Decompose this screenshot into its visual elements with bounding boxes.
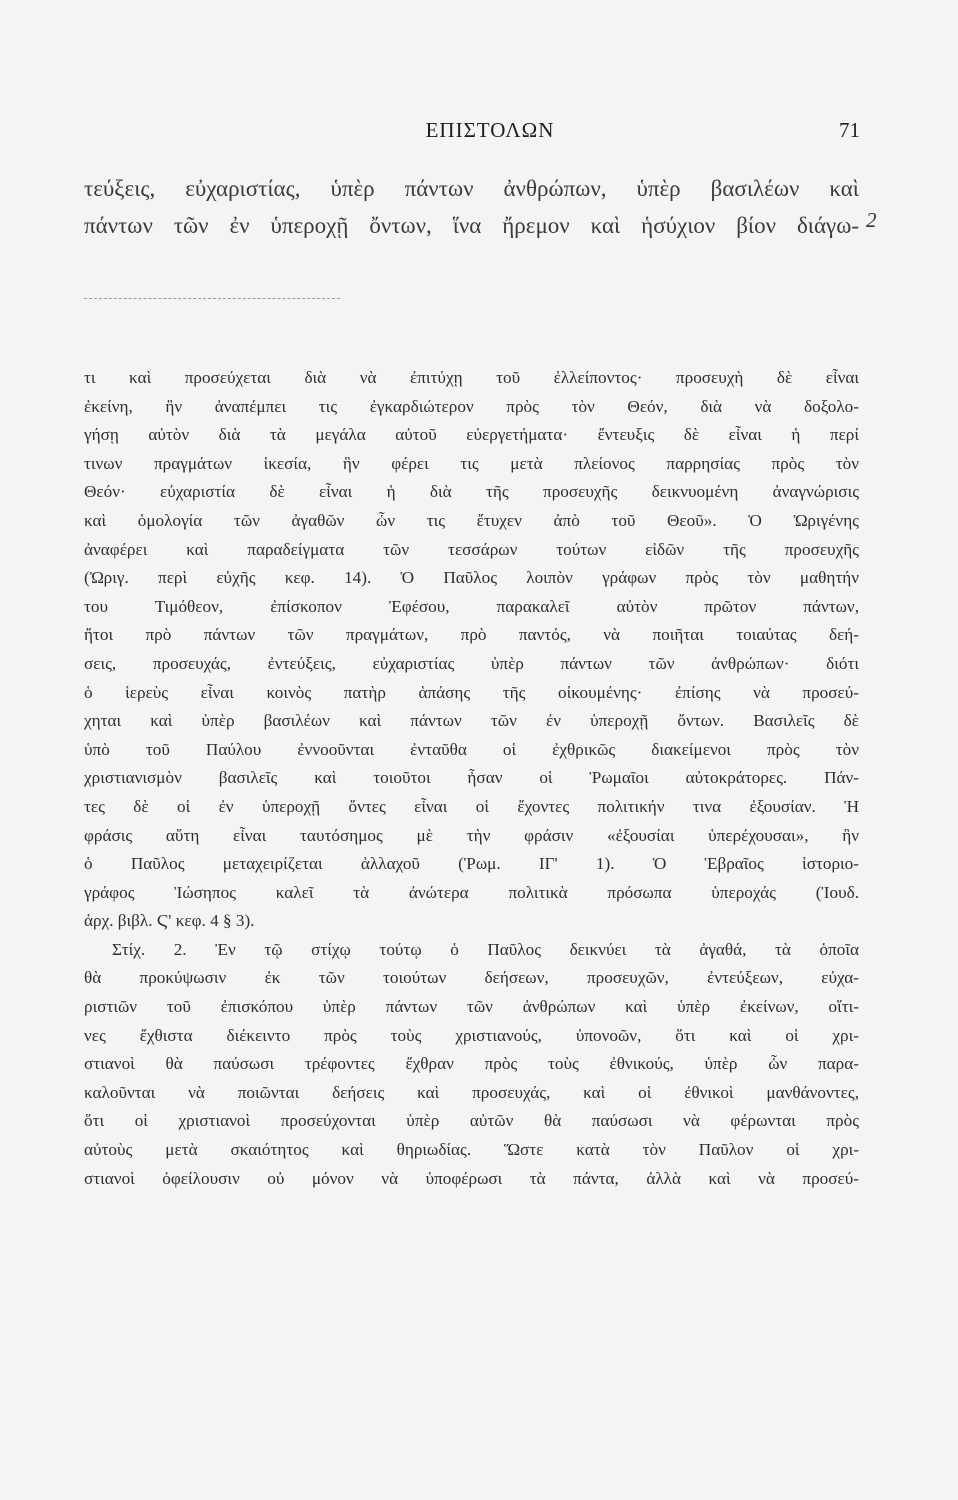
commentary-line: τινων πραγμάτων ἱκεσία, ἣν φέρει τις μετὰ πλείονος παρρησίας πρὸς τὸν <box>84 453 859 473</box>
commentary-line: νες ἔχθιστα διέκειντο πρὸς τοὺς χριστιανούς, ὑπονοῶν, ὅτι καὶ οἱ χρι- <box>84 1025 859 1045</box>
commentary-line: αὐτοὺς μετὰ σκαιότητος καὶ θηριωδίας. Ὥστε κατὰ τὸν Παῦλον οἱ χρι- <box>84 1140 859 1160</box>
scripture-text <box>84 170 859 244</box>
commentary-line: χριστιανισμὸν βασιλεῖς καὶ τοιοῦτοι ἦσαν οἱ Ῥωμαῖοι αὐτοκράτορες. Πάν- <box>84 768 859 788</box>
commentary-line: τες δὲ οἱ ἐν ὑπεροχῇ ὄντες εἶναι οἱ ἔχοντες πολιτικήν τινα ἐξουσίαν. Ἡ <box>84 796 859 816</box>
commentary-line: θὰ προκύψωσιν ἐκ τῶν τοιούτων δεήσεων, προσευχῶν, ἐντεύξεων, εὐχα- <box>84 968 859 988</box>
commentary-line: Θεόν· εὐχαριστία δὲ εἶναι ἡ διὰ τῆς προσευχῆς δεικνυομένη ἀναγνώρισις <box>84 482 859 502</box>
commentary-line: καλοῦνται νὰ ποιῶνται δεήσεις καὶ προσευχάς, καὶ οἱ ἐθνικοὶ μανθάνοντες, <box>84 1082 859 1102</box>
commentary-line: στιανοὶ ὀφείλουσιν οὐ μόνον νὰ ὑποφέρωσι τὰ πάντα, ἀλλὰ καὶ νὰ προσεύ- <box>84 1168 859 1188</box>
commentary-line: ἤτοι πρὸ πάντων τῶν πραγμάτων, πρὸ παντός, νὰ ποιῆται τοιαύτας δεή- <box>84 625 859 645</box>
scripture-line: πάντων τῶν ἐν ὑπεροχῇ ὄντων, ἵνα ἤρεμον καὶ ἡσύχιον βίον διάγω- <box>84 213 859 238</box>
commentary-line: ὅτι οἱ χριστιανοὶ προσεύχονται ὑπὲρ αὐτῶν θὰ παύσωσι νὰ φέρωνται πρὸς <box>84 1111 859 1131</box>
commentary-line: ὁ Παῦλος μεταχειρίζεται ἀλλαχοῦ (Ῥωμ. ΙΓ' 1). Ὁ Ἑβραῖος ἱστοριο- <box>84 854 859 874</box>
commentary-line: ὁ ἱερεὺς εἶναι κοινὸς πατὴρ ἁπάσης τῆς οἰκουμένης· ἐπίσης νὰ προσεύ- <box>84 682 859 702</box>
page-number: 71 <box>839 118 860 142</box>
commentary-line: σεις, προσευχάς, ἐντεύξεις, εὐχαριστίας ὑπὲρ πάντων τῶν ἀνθρώπων· διότι <box>84 653 859 673</box>
commentary-line: γήσῃ αὐτὸν διὰ τὰ μεγάλα αὐτοῦ εὐεργετήματα· ἔντευξις δὲ εἶναι ἡ περί <box>84 425 859 445</box>
commentary-line: ριστιῶν τοῦ ἐπισκόπου ὑπὲρ πάντων τῶν ἀνθρώπων καὶ ὑπὲρ ἐκείνων, οἵτι- <box>84 997 859 1017</box>
section-divider <box>84 298 340 299</box>
verse-number: 2 <box>866 208 877 232</box>
commentary-line: του Τιμόθεον, ἐπίσκοπον Ἐφέσου, παρακαλεῖ αὐτὸν πρῶτον πάντων, <box>84 596 859 616</box>
commentary-line: ἐκείνη, ἣν ἀναπέμπει τις ἐγκαρδιώτερον πρὸς τὸν Θεόν, διὰ νὰ δοξολο- <box>84 396 859 416</box>
commentary-line: ἀναφέρει καὶ παραδείγματα τῶν τεσσάρων τούτων εἰδῶν τῆς προσευχῆς <box>84 539 859 559</box>
commentary-line: χηται καὶ ὑπὲρ βασιλέων καὶ πάντων τῶν ἐν ὑπεροχῇ ὄντων. Βασιλεῖς δὲ <box>84 711 859 731</box>
commentary-line: Στίχ. 2. Ἐν τῷ στίχῳ τούτῳ ὁ Παῦλος δεικνύει τὰ ἀγαθά, τὰ ὁποῖα <box>112 939 859 959</box>
commentary-text <box>84 364 859 1193</box>
running-title: ΕΠΙΣΤΟΛΩΝ <box>425 118 555 142</box>
commentary-line: γράφος Ἰώσηπος καλεῖ τὰ ἀνώτερα πολιτικὰ πρόσωπα ὑπεροχάς (Ἰουδ. <box>84 882 859 902</box>
commentary-line: φράσις αὕτη εἶναι ταυτόσημος μὲ τὴν φράσιν «ἐξουσίαι ὑπερέχουσαι», ἣν <box>84 825 859 845</box>
commentary-line: (Ὠριγ. περὶ εὐχῆς κεφ. 14). Ὁ Παῦλος λοιπὸν γράφων πρὸς τὸν μαθητήν <box>84 568 859 588</box>
commentary-line: ἀρχ. βιβλ. Ϛ' κεφ. 4 § 3). <box>84 911 255 931</box>
commentary-line: ὑπὸ τοῦ Παύλου ἐννοοῦνται ἐνταῦθα οἱ ἐχθρικῶς διακείμενοι πρὸς τὸν <box>84 739 859 759</box>
commentary-line: καὶ ὁμολογία τῶν ἀγαθῶν ὧν τις ἔτυχεν ἀπὸ τοῦ Θεοῦ». Ὁ Ὠριγένης <box>84 510 859 530</box>
scripture-line: τεύξεις, εὐχαριστίας, ὑπὲρ πάντων ἀνθρώπων, ὑπὲρ βασιλέων καὶ <box>84 176 859 201</box>
commentary-line: τι καὶ προσεύχεται διὰ νὰ ἐπιτύχῃ τοῦ ἐλλείποντος· προσευχὴ δὲ εἶναι <box>84 368 859 387</box>
commentary-line: στιανοὶ θὰ παύσωσι τρέφοντες ἔχθραν πρὸς τοὺς ἐθνικούς, ὑπὲρ ὧν παρα- <box>84 1054 859 1074</box>
running-head <box>120 118 860 148</box>
